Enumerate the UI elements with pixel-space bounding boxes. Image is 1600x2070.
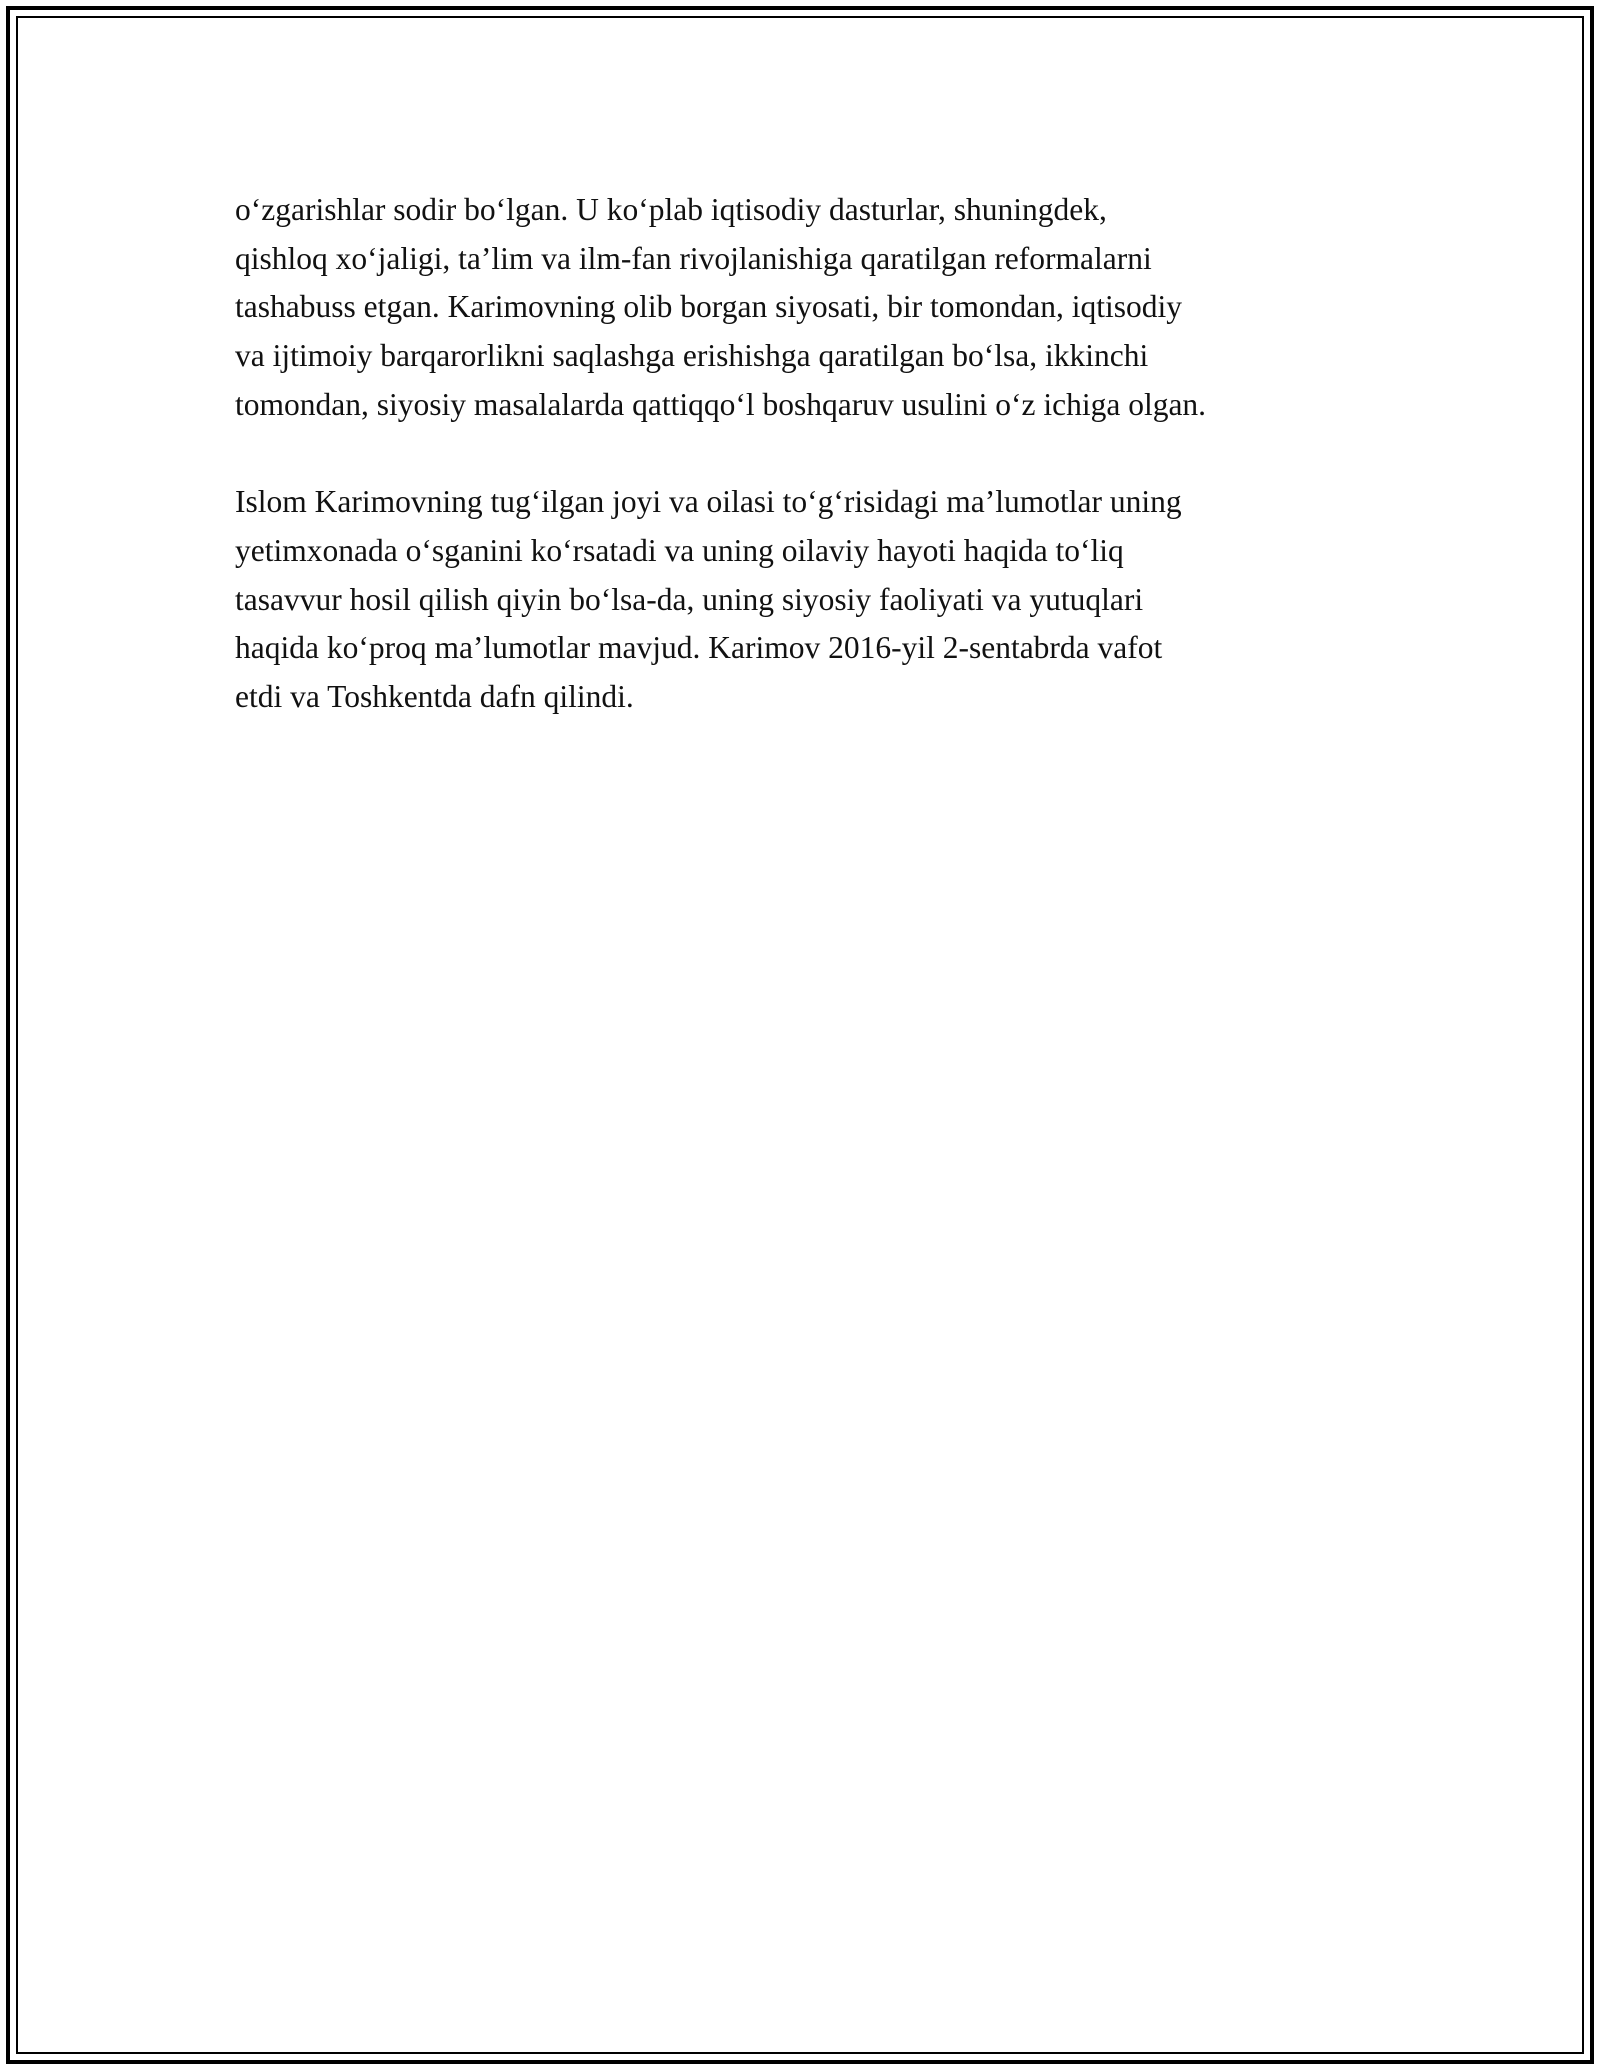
text-line: tashabuss etgan. Karimovning olib borgan siyosati, bir tomondan, iqtisodiy (235, 289, 1182, 325)
text-line: va ijtimoiy barqarorlikni saqlashga erishishga qaratilgan bo‘lsa, ikkinchi (235, 338, 1149, 374)
document-body (235, 186, 1375, 722)
paragraph-1 (235, 186, 1375, 430)
text-line: tasavvur hosil qilish qiyin bo‘lsa-da, uning siyosiy faoliyati va yutuqlari (235, 581, 1144, 617)
paragraph-2 (235, 478, 1375, 722)
text-line: o‘zgarishlar sodir bo‘lgan. U ko‘plab iqtisodiy dasturlar, shuningdek, (235, 192, 1107, 227)
text-line: Islom Karimovning tug‘ilgan joyi va oilasi to‘g‘risidagi ma’lumotlar uning (235, 484, 1182, 520)
text-line: yetimxonada o‘sganini ko‘rsatadi va uning oilaviy hayoti haqida to‘liq (235, 532, 1124, 568)
text-line: haqida ko‘proq ma’lumotlar mavjud. Karimov 2016-yil 2-sentabrda vafot (235, 630, 1163, 666)
text-line: qishloq xo‘jaligi, ta’lim va ilm-fan rivojlanishiga qaratilgan reformalarni (235, 240, 1152, 276)
text-line: tomondan, siyosiy masalalarda qattiqqo‘l boshqaruv usulini o‘z ichiga olgan. (235, 386, 1207, 422)
text-line: etdi va Toshkentda dafn qilindi. (235, 679, 634, 715)
